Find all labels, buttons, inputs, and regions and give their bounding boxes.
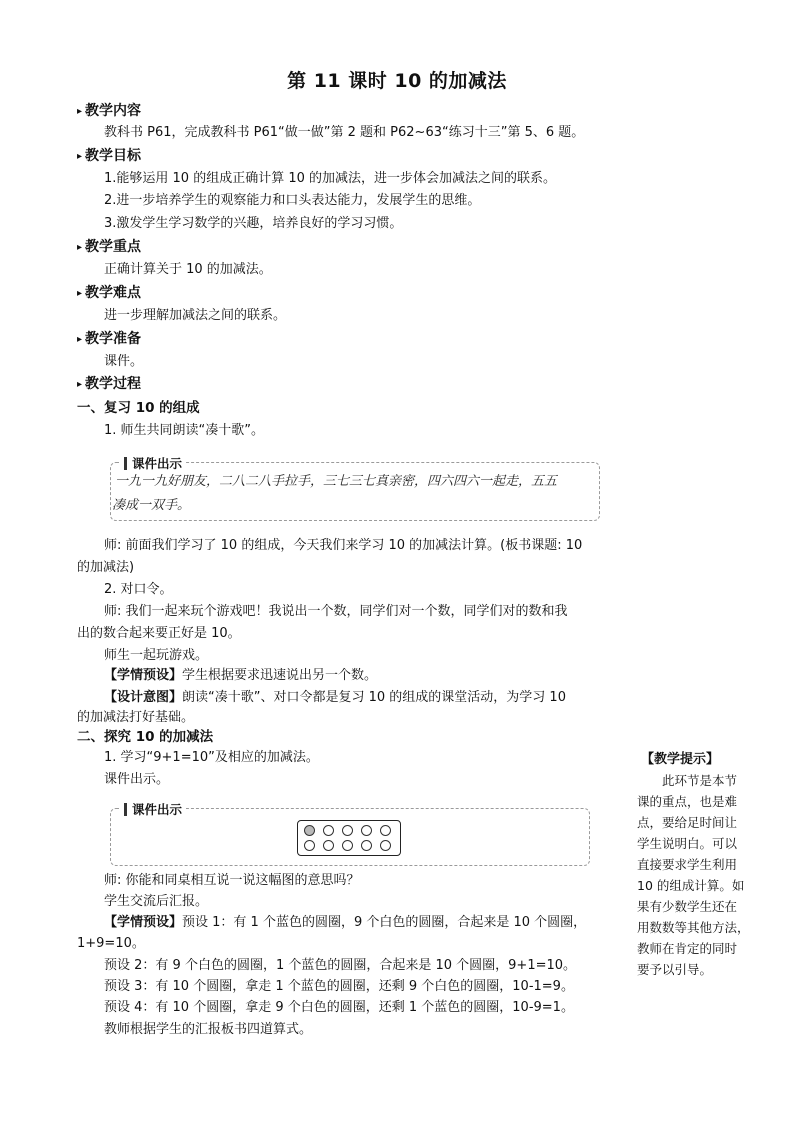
white-circle	[380, 825, 391, 836]
teacher-speech-cont: 出的数合起来要正好是 10。	[77, 626, 241, 641]
sidebar-tip-line: 果有少数学生还在	[637, 899, 738, 914]
sidebar-tip-line: 课的重点，也是难	[637, 794, 738, 809]
sidebar-tip-line: 此环节是本节	[637, 773, 738, 788]
sidebar-tip-line: 点，要给足时间让	[637, 815, 738, 830]
design-intent-cont: 的加减法打好基础。	[77, 710, 195, 725]
teacher-question: 师: 你能和同桌相互说一说这幅图的意思吗？	[104, 873, 360, 888]
section-heading-content: ▸ 教学内容	[77, 101, 141, 122]
sidebar-tip-line: 用数数等其他方法，	[637, 920, 750, 935]
goal-item: 1.能够运用 10 的组成正确计算 10 的加减法，进一步体会加减法之间的联系。	[104, 171, 557, 186]
content-text: 教科书 P61，完成教科书 P61“做一做”第 2 题和 P62~63“练习十三”第 5、6 题。	[104, 125, 585, 140]
difficulty-text: 进一步理解加减法之间的联系。	[104, 308, 287, 323]
section-heading-process: ▸ 教学过程	[77, 374, 141, 395]
white-circle	[323, 825, 334, 836]
part2-step1: 1. 学习“9+1=10”及相应的加减法。	[104, 750, 319, 765]
sidebar-tip-line: 学生说明白。可以	[637, 836, 738, 851]
white-circle	[380, 840, 391, 851]
courseware-label-1: 课件出示	[120, 454, 186, 472]
presumption-1-cont: 1+9=10。	[77, 936, 145, 951]
presumption-1: 【学情预设】预设 1：有 1 个蓝色的圆圈，9 个白色的圆圈，合起来是 10 个圆圈，	[104, 915, 587, 930]
bullet-marker-icon: ▸	[77, 334, 83, 345]
section-heading-goals: ▸ 教学目标	[77, 146, 141, 167]
bullet-marker-icon: ▸	[77, 151, 83, 162]
sidebar-tip-line: 要予以引导。	[637, 962, 713, 977]
prep-text: 课件。	[104, 354, 144, 369]
part1-step2: 2. 对口令。	[104, 582, 173, 597]
white-circle	[361, 825, 372, 836]
bullet-marker-icon: ▸	[77, 242, 83, 253]
sidebar-tip-title: 【教学提示】	[641, 752, 720, 767]
bullet-marker-icon: ▸	[77, 106, 83, 117]
bullet-marker-icon: ▸	[77, 379, 83, 390]
section-heading-key: ▸ 教学重点	[77, 237, 141, 258]
student-presumption: 【学情预设】学生根据要求迅速说出另一个数。	[104, 668, 378, 683]
design-intent: 【设计意图】朗读“凑十歌”、对口令都是复习 10 的组成的课堂活动，为学习 10	[104, 690, 566, 705]
part1-heading: 一、复习 10 的组成	[77, 400, 200, 416]
sidebar-tip-line: 10 的组成计算。如	[637, 878, 745, 893]
activity-text: 师生一起玩游戏。	[104, 648, 209, 663]
white-circle	[342, 840, 353, 851]
white-circle	[323, 840, 334, 851]
bullet-marker-icon: ▸	[77, 288, 83, 299]
courseware-text-line: 一九一九好朋友，二八二八手拉手，三七三七真亲密，四六四六一起走，五五	[115, 474, 558, 489]
presumption-3: 预设 3：有 10 个圆圈，拿走 1 个蓝色的圆圈，还剩 9 个白色的圆圈，10-1=9。	[104, 979, 574, 994]
blue-circle	[304, 825, 315, 836]
ten-frame	[297, 820, 401, 856]
teacher-blackboard: 教师根据学生的汇报板书四道算式。	[104, 1022, 313, 1037]
key-text: 正确计算关于 10 的加减法。	[104, 262, 272, 277]
goal-item: 2.进一步培养学生的观察能力和口头表达能力，发展学生的思维。	[104, 193, 481, 208]
section-heading-difficulty: ▸ 教学难点	[77, 283, 141, 304]
presumption-4: 预设 4：有 10 个圆圈，拿走 9 个白色的圆圈，还剩 1 个蓝色的圆圈，10-9=1。	[104, 1000, 574, 1015]
sidebar-tip-line: 教师在肯定的同时	[637, 941, 738, 956]
white-circle	[304, 840, 315, 851]
courseware-text-line: 凑成一双手。	[112, 498, 191, 513]
goal-item: 3.激发学生学习数学的兴趣，培养良好的学习习惯。	[104, 216, 403, 231]
teacher-speech-cont: 的加减法)	[77, 560, 135, 575]
sidebar-tip-line: 直接要求学生利用	[637, 857, 738, 872]
part1-step1: 1. 师生共同朗读“凑十歌”。	[104, 423, 265, 438]
student-report: 学生交流后汇报。	[104, 894, 209, 909]
white-circle	[342, 825, 353, 836]
part2-show: 课件出示。	[104, 772, 170, 787]
presumption-2: 预设 2：有 9 个白色的圆圈，1 个蓝色的圆圈，合起来是 10 个圆圈，9+1=10。	[104, 958, 577, 973]
white-circle	[361, 840, 372, 851]
courseware-label-2: 课件出示	[120, 800, 186, 818]
teacher-speech: 师: 前面我们学习了 10 的组成，今天我们来学习 10 的加减法计算。(板书课题: 10	[104, 538, 583, 553]
section-heading-prep: ▸ 教学准备	[77, 329, 141, 350]
page-title: 第 11 课时 10 的加减法	[287, 70, 507, 92]
part2-heading: 二、探究 10 的加减法	[77, 729, 214, 745]
teacher-speech: 师: 我们一起来玩个游戏吧！我说出一个数，同学们对一个数，同学们对的数和我	[104, 604, 568, 619]
